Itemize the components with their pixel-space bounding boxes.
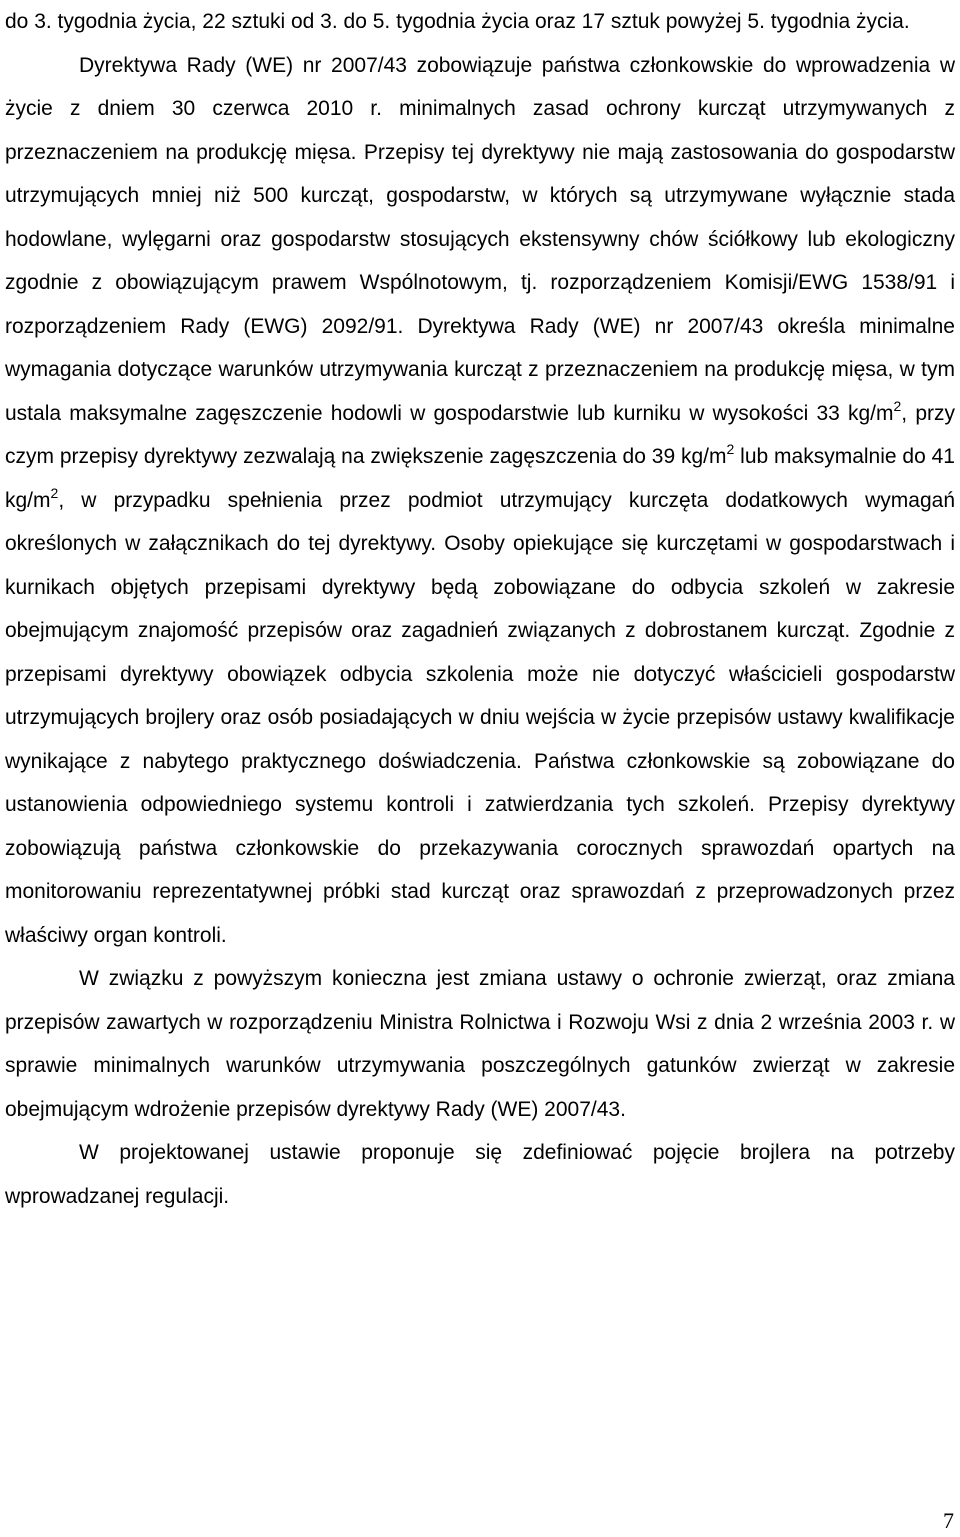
text-segment: , w przypadku spełnienia przez podmiot utrzymujący kurczęta dodatkowych wymagań określonych w załącznikach do tej dyrektywy. Osoby opiekujące się kurczętami w gospodarstwach i kurnikach objętych przepisami dyrektywy będą zobowiązane do odbycia szkoleń w zakresie obejmującym znajomość przepisów oraz zagadnień związanych z dobrostanem kurcząt. Zgodnie z przepisami dyrektywy obowiązek odbycia szkolenia może nie dotyczyć właścicieli gospodarstw utrzymujących brojlery oraz osób posiadających w dniu wejścia w życie przepisów ustawy kwalifikacje wynikające z nabytego praktycznego doświadczenia. Państwa członkowskie są zobowiązane do ustanowienia odpowiedniego systemu kontroli i zatwierdzania tych szkoleń. Przepisy dyrektywy zobowiązują państwa członkowskie do przekazywania corocznych sprawozdań opartych na monitorowaniu reprezentatywnej próbki stad kurcząt oraz sprawozdań z przeprowadzonych przez właściwy organ kontroli. [5, 488, 955, 947]
document-page [5, 0, 955, 1218]
paragraph-3 [5, 957, 955, 1131]
paragraph-2 [5, 44, 955, 958]
text-segment: W projektowanej ustawie proponuje się zdefiniować pojęcie brojlera na potrzeby wprowadzanej regulacji. [5, 1141, 955, 1208]
superscript: 2 [726, 441, 735, 457]
page-number: 7 [943, 1508, 954, 1533]
superscript: 2 [893, 397, 902, 414]
text-segment: W związku z powyższym konieczna jest zmiana ustawy o ochronie zwierząt, oraz zmiana przepisów zawartych w rozporządzeniu Ministra Rolnictwa i Rozwoju Wsi z dnia 2 września 2003 r. w sprawie minimalnych warunków utrzymywania poszczególnych gatunków zwierząt w zakresie obejmującym wdrożenie przepisów dyrektywy Rady (WE) 2007/43. [5, 967, 955, 1121]
text-segment: , przy czym przepisy dyrektywy zezwalają na zwiększenie zagęszczenia do 39 kg/m [5, 401, 955, 468]
paragraph-4 [5, 1131, 955, 1218]
text-segment: do 3. tygodnia życia, 22 sztuki od 3. do 5. tygodnia życia oraz 17 sztuk powyżej 5. tygodnia życia. [5, 10, 910, 33]
superscript: 2 [50, 484, 59, 501]
text-segment: Dyrektywa Rady (WE) nr 2007/43 zobowiązuje państwa członkowskie do wprowadzenia w życie z dniem 30 czerwca 2010 r. minimalnych zasad ochrony kurcząt utrzymywanych z przeznaczeniem na produkcję mięsa. Przepisy tej dyrektywy nie mają zastosowania do gospodarstw utrzymujących mniej niż 500 kurcząt, gospodarstw, w których są utrzymywane wyłącznie stada hodowlane, wylęgarni oraz gospodarstw stosujących ekstensywny chów ściółkowy lub ekologiczny zgodnie z obowiązującym prawem Wspólnotowym, tj. rozporządzeniem Komisji/EWG 1538/91 i rozporządzeniem Rady (EWG) 2092/91. Dyrektywa Rady (WE) nr 2007/43 określa minimalne wymagania dotyczące warunków utrzymywania kurcząt z przeznaczeniem na produkcję mięsa, w tym ustala maksymalne zagęszczenie hodowli w gospodarstwie lub kurniku w wysokości 33 kg/m [5, 53, 955, 425]
text-segment: lub maksymalnie do 41 kg/m [5, 445, 955, 512]
paragraph-1 [5, 0, 955, 44]
